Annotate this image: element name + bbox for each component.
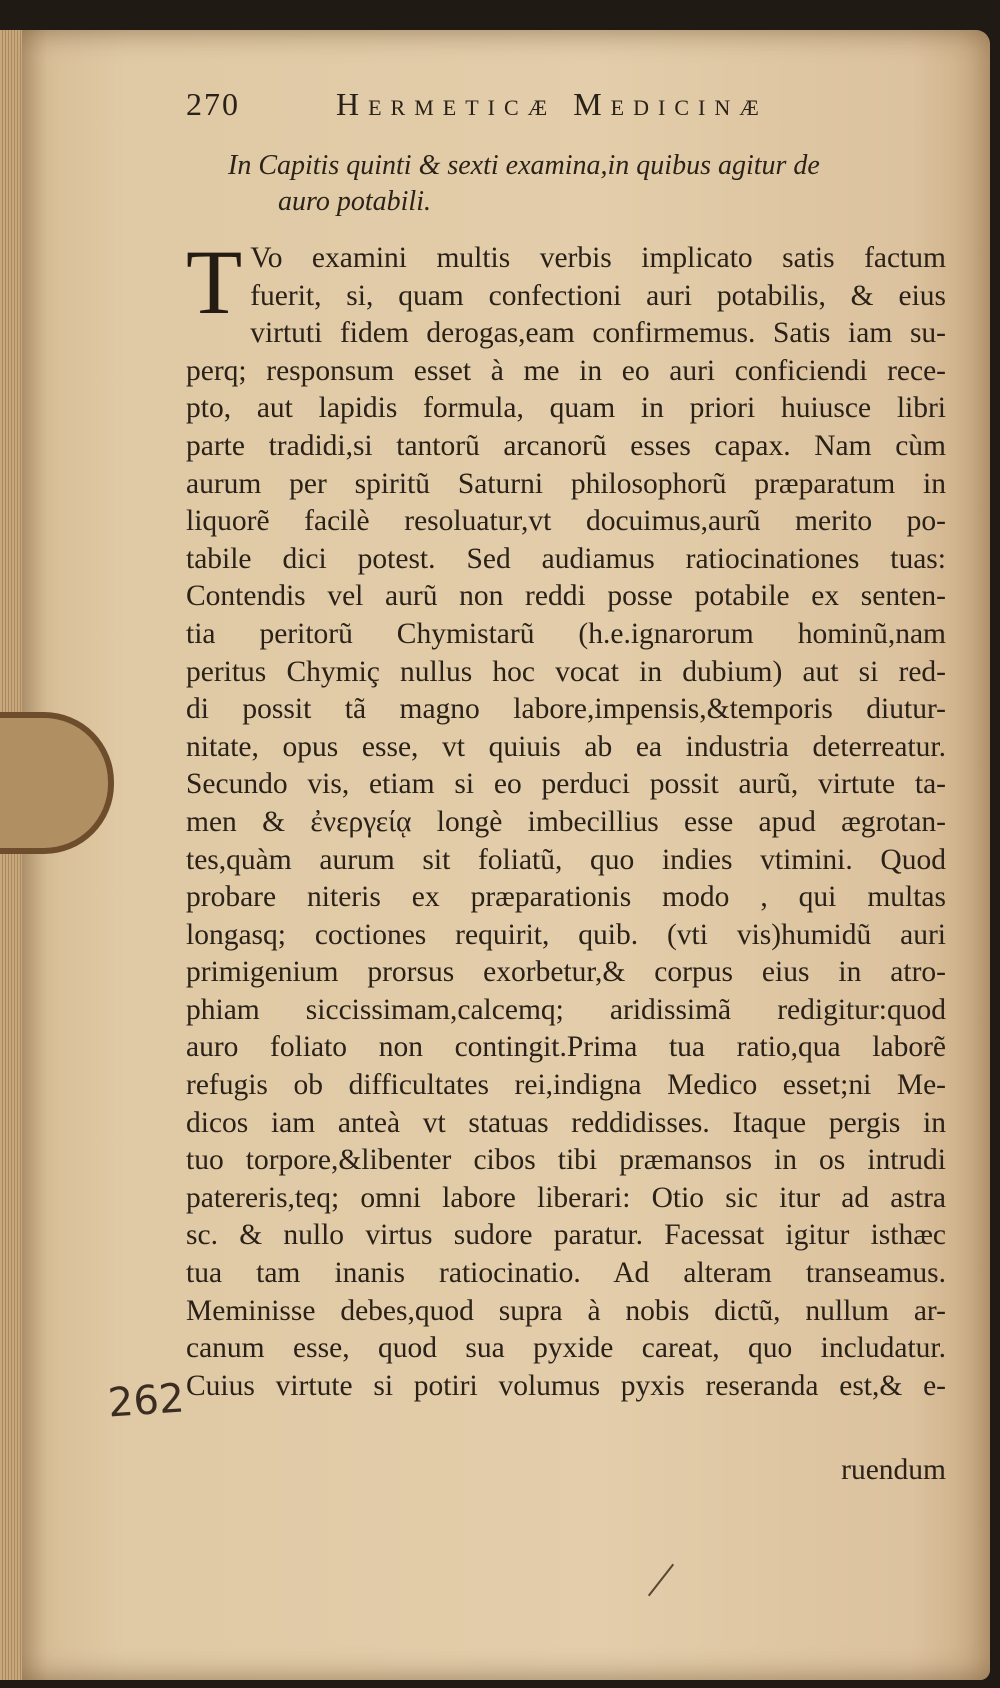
handwritten-margin-note: 262 <box>106 1375 186 1427</box>
text-line: auro foliato non contingit.Prima tua ratio,qua laborẽ <box>186 1031 946 1064</box>
text-line: sc. & nullo virtus sudore paratur. Facessat igitur isthæc <box>186 1219 946 1252</box>
text-line: tua tam inanis ratiocinatio. Ad alteram transeamus. <box>186 1257 946 1290</box>
text-line: parte tradidi,si tantorũ arcanorũ esses capax. Nam cùm <box>186 429 946 462</box>
body-text <box>186 231 946 1405</box>
text-line: patereris,teq; omni labore liberari: Otio sic itur ad astra <box>186 1181 946 1214</box>
heading-line-2: auro potabili. <box>278 186 431 217</box>
text-line: Meminisse debes,quod supra à nobis dictũ, nullum ar- <box>186 1294 946 1327</box>
text-line: tia peritorũ Chymistarũ (h.e.ignarorum hominũ,nam <box>186 617 946 650</box>
section-heading <box>228 148 948 220</box>
text-line: tes,quàm aurum sit foliatũ, quo indies vtimini. Quod <box>186 843 946 876</box>
running-title: Hermeticæ Medicinæ <box>336 86 768 122</box>
text-line: Secundo vis, etiam si eo perduci possit aurũ, virtute ta- <box>186 768 946 801</box>
text-line: primigenium prorsus exorbetur,& corpus eius in atro- <box>186 956 946 989</box>
page-edges <box>0 30 22 1680</box>
text-line: dicos iam anteà vt statuas reddidisses. Itaque pergis in <box>186 1106 946 1139</box>
catchword: ruendum <box>841 1454 946 1486</box>
text-line: perq; responsum esset à me in eo auri conficiendi rece- <box>186 354 946 387</box>
text-line: refugis ob difficultates rei,indigna Medico esset;ni Me- <box>186 1069 946 1102</box>
text-line: Cuius virtute si potiri volumus pyxis reseranda est,& e- <box>186 1369 946 1402</box>
text-line: probare niteris ex præparationis modo , qui multas <box>186 881 946 914</box>
text-line: peritus Chymiç nullus hoc vocat in dubium) aut si red- <box>186 655 946 688</box>
text-line: canum esse, quod sua pyxide careat, quo includatur. <box>186 1332 946 1365</box>
text-line: Contendis vel aurũ non reddi posse potabile ex senten- <box>186 580 946 613</box>
text-line: fuerit, si, quam confectioni auri potabilis, & eius <box>250 279 946 312</box>
text-line: tuo torpore,&libenter cibos tibi præmansos in os intrudi <box>186 1144 946 1177</box>
text-line: aurum per spiritũ Saturni philosophorũ præparatum in <box>186 467 946 500</box>
text-line: phiam siccissimam,calcemq; aridissimã redigitur:quod <box>186 993 946 1026</box>
text-line: virtuti fidem derogas,eam confirmemus. Satis iam su- <box>250 317 946 350</box>
text-line: Vo examini multis verbis implicato satis factum <box>250 242 946 274</box>
page-number: 270 <box>186 86 240 122</box>
text-line: liquorẽ facilè resoluatur,vt docuimus,aurũ merito po- <box>186 505 946 538</box>
text-line: di possit tã magno labore,impensis,&temporis diutur- <box>186 693 946 726</box>
page-header <box>186 86 880 123</box>
text-line: men & ἐνεργείᾳ longè imbecillius esse apud ægrotan- <box>186 805 946 838</box>
text-line: tabile dici potest. Sed audiamus ratiocinationes tuas: <box>186 542 946 575</box>
heading-line-1: In Capitis quinti & sexti examina,in quibus agitur de <box>228 150 820 181</box>
drop-cap: T <box>186 231 243 333</box>
text-line: longasq; coctiones requirit, quib. (vti vis)humidũ auri <box>186 918 946 951</box>
text-line: nitate, opus esse, vt quiuis ab ea industria deterreatur. <box>186 730 946 763</box>
text-line: pto, aut lapidis formula, quam in priori huiusce libri <box>186 392 946 425</box>
